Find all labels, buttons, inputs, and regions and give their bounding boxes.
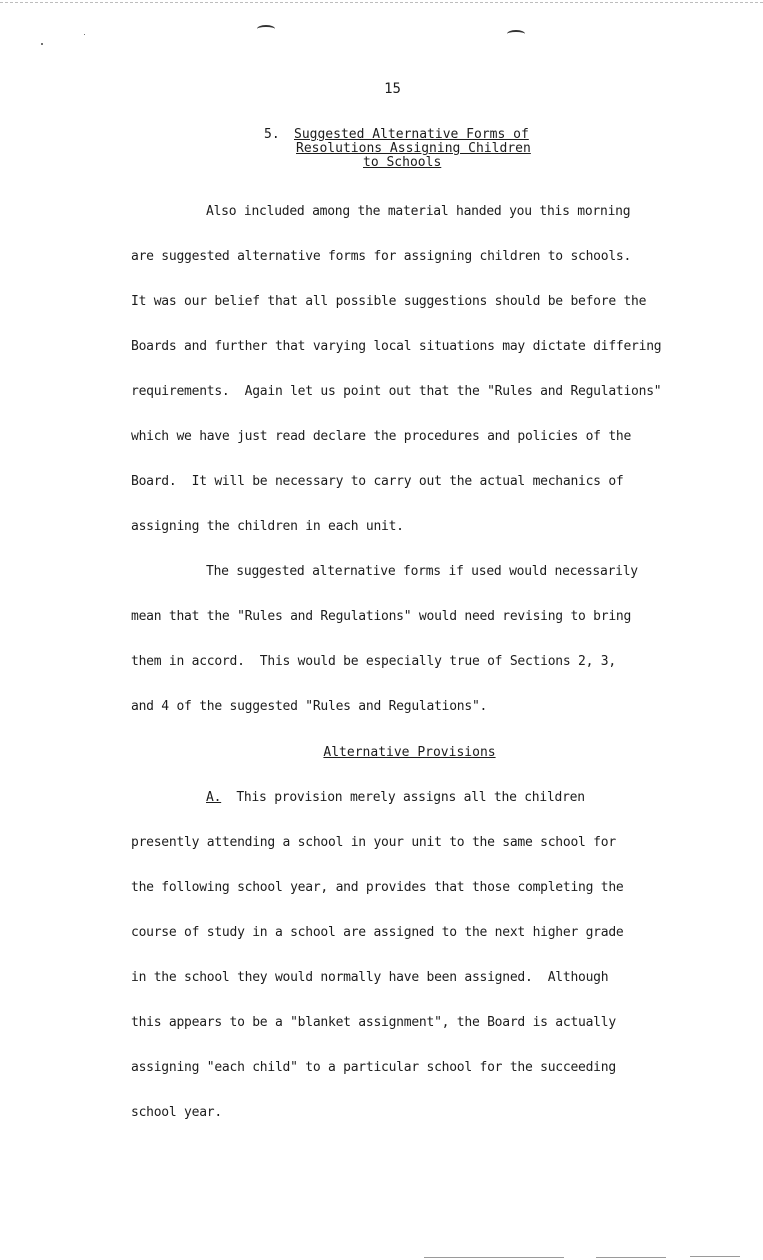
- paragraph-2-line-1: The suggested alternative forms if used would necessarily: [206, 564, 638, 579]
- scan-speck: [84, 34, 85, 35]
- section-title-line-1: Suggested Alternative Forms of: [294, 127, 529, 142]
- provision-a-line-7: assigning "each child" to a particular school for the succeeding: [131, 1060, 616, 1075]
- paragraph-1-line-8: assigning the children in each unit.: [131, 519, 404, 534]
- paragraph-2-line-4: and 4 of the suggested "Rules and Regulations".: [131, 699, 488, 714]
- provision-a-label: A.: [206, 790, 222, 805]
- section-heading: [264, 128, 531, 170]
- provision-a-text: This provision merely assigns all the children: [236, 790, 585, 805]
- bottom-scan-mark: [596, 1257, 666, 1258]
- paragraph-1-line-4: Boards and further that varying local situations may dictate differing: [131, 339, 662, 354]
- section-number: 5.: [264, 127, 280, 142]
- provision-a-line-3: the following school year, and provides that those completing the: [131, 880, 624, 895]
- paragraph-2-line-2: mean that the "Rules and Regulations" would need revising to bring: [131, 609, 632, 624]
- paragraph-1-line-3: It was our belief that all possible suggestions should be before the: [131, 294, 647, 309]
- scan-mark-left: [257, 25, 275, 33]
- paragraph-1-line-2: are suggested alternative forms for assigning children to schools.: [131, 249, 632, 264]
- top-scan-border: [0, 2, 763, 3]
- paragraph-1-line-5: requirements. Again let us point out that the "Rules and Regulations": [131, 384, 662, 399]
- section-title-line-3: to Schools: [363, 155, 442, 170]
- provision-a-line-2: presently attending a school in your unit to the same school for: [131, 835, 616, 850]
- scan-mark-right: [507, 30, 525, 38]
- provision-a-line-6: this appears to be a "blanket assignment", the Board is actually: [131, 1015, 616, 1030]
- provision-a-line-1: [206, 790, 585, 806]
- provision-a-line-5: in the school they would normally have been assigned. Although: [131, 970, 609, 985]
- bottom-scan-mark: [690, 1256, 740, 1257]
- paragraph-2-line-3: them in accord. This would be especially true of Sections 2, 3,: [131, 654, 616, 669]
- provision-a-line-8: school year.: [131, 1105, 222, 1120]
- paragraph-1-line-6: which we have just read declare the procedures and policies of the: [131, 429, 632, 444]
- section-title-line-2: Resolutions Assigning Children: [296, 141, 531, 156]
- page-number: 15: [384, 81, 401, 97]
- alternative-provisions-heading: [0, 745, 763, 760]
- scan-speck: [41, 43, 43, 45]
- paragraph-1-line-1: Also included among the material handed you this morning: [206, 204, 631, 219]
- provision-a-line-4: course of study in a school are assigned to the next higher grade: [131, 925, 624, 940]
- bottom-scan-mark: [424, 1257, 564, 1258]
- alternative-provisions-title: Alternative Provisions: [323, 745, 496, 760]
- paragraph-1-line-7: Board. It will be necessary to carry out the actual mechanics of: [131, 474, 624, 489]
